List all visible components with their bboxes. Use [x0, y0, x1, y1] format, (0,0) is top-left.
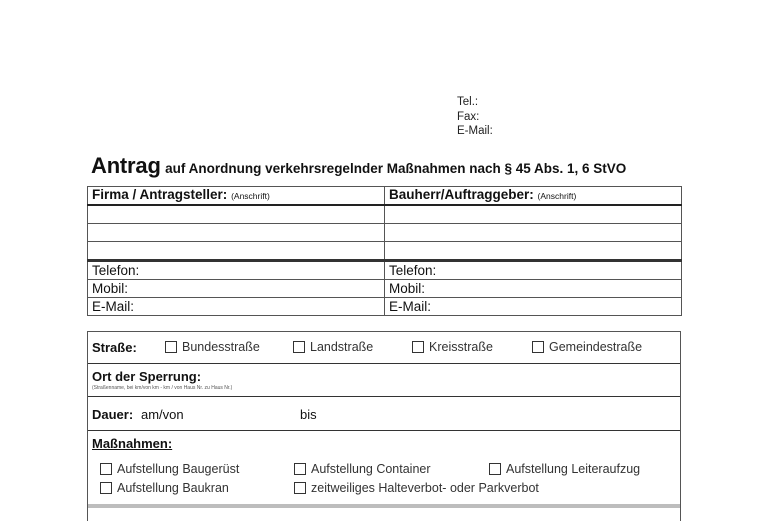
checkbox-label: Aufstellung Container — [311, 462, 431, 476]
checkbox-baukran[interactable] — [100, 481, 229, 495]
checkbox-label: Landstraße — [310, 340, 374, 354]
duration-from-label: am/von — [141, 407, 184, 422]
checkbox-icon[interactable] — [293, 341, 305, 353]
checkbox-container[interactable] — [294, 462, 431, 476]
checkbox-leiteraufzug[interactable] — [489, 462, 640, 476]
phone-label: Telefon: — [92, 262, 140, 278]
applicant-heading-note: (Anschrift) — [231, 191, 270, 201]
checkbox-baugeruest[interactable] — [100, 462, 239, 476]
details-box — [87, 331, 681, 521]
applicant-address-field[interactable] — [88, 242, 385, 261]
checkbox-icon[interactable] — [100, 463, 112, 475]
measures-row — [88, 430, 680, 502]
email-label: E-Mail: — [92, 298, 135, 314]
duration-label: Dauer: — [92, 407, 134, 422]
checkbox-label: Aufstellung Baukran — [117, 481, 229, 495]
checkbox-icon[interactable] — [532, 341, 544, 353]
location-row[interactable] — [88, 363, 680, 397]
client-address-field[interactable] — [385, 224, 682, 242]
road-type-row — [88, 332, 680, 364]
applicant-address-field[interactable] — [88, 224, 385, 242]
road-type-label: Straße: — [92, 340, 137, 355]
phone-label: Telefon: — [389, 262, 437, 278]
applicant-mobile-field[interactable] — [88, 280, 385, 298]
duration-to-label: bis — [300, 407, 317, 422]
contact-block — [457, 95, 493, 139]
client-mobile-field[interactable] — [385, 280, 682, 298]
client-heading — [385, 187, 682, 206]
client-address-field[interactable] — [385, 205, 682, 224]
client-heading-note: (Anschrift) — [537, 191, 577, 201]
checkbox-icon[interactable] — [412, 341, 424, 353]
mobile-label: Mobil: — [389, 280, 426, 296]
title-subtitle: auf Anordnung verkehrsregelnder Maßnahmen nach § 45 Abs. 1, 6 StVO — [165, 161, 627, 176]
checkbox-icon[interactable] — [489, 463, 501, 475]
title-main: Antrag — [91, 153, 161, 178]
client-heading-label: Bauherr/Auftraggeber: — [389, 187, 534, 202]
applicant-email-field[interactable] — [88, 298, 385, 316]
measures-label: Maßnahmen: — [92, 436, 173, 451]
applicant-heading — [88, 187, 385, 206]
client-email-field[interactable] — [385, 298, 682, 316]
applicant-address-field[interactable] — [88, 205, 385, 224]
checkbox-kreisstrasse[interactable] — [412, 340, 493, 354]
checkbox-label: Aufstellung Baugerüst — [117, 462, 240, 476]
checkbox-icon[interactable] — [100, 482, 112, 494]
tel-label: Tel.: — [457, 96, 479, 108]
applicant-phone-field[interactable] — [88, 261, 385, 280]
location-hint: (Straßenname, bei km/von km - km / von Haus Nr. zu Haus Nr.) — [92, 385, 233, 391]
checkbox-gemeindestrasse[interactable] — [532, 340, 642, 354]
client-address-field[interactable] — [385, 242, 682, 261]
form-title — [91, 153, 626, 179]
email-label: E-Mail: — [389, 298, 432, 314]
parties-table — [87, 186, 682, 316]
location-label: Ort der Sperrung: — [92, 369, 202, 384]
checkbox-icon[interactable] — [294, 463, 306, 475]
checkbox-label: zeitweiliges Halteverbot- oder Parkverbot — [311, 481, 539, 495]
checkbox-halteverbot[interactable] — [294, 481, 539, 495]
checkbox-label: Bundesstraße — [182, 340, 260, 354]
section-divider — [88, 504, 680, 508]
mobile-label: Mobil: — [92, 280, 129, 296]
checkbox-icon[interactable] — [165, 341, 177, 353]
duration-row — [88, 396, 680, 431]
checkbox-label: Aufstellung Leiteraufzug — [506, 462, 641, 476]
checkbox-icon[interactable] — [294, 482, 306, 494]
client-phone-field[interactable] — [385, 261, 682, 280]
checkbox-label: Gemeindestraße — [549, 340, 643, 354]
applicant-heading-label: Firma / Antragsteller: — [92, 187, 228, 202]
checkbox-label: Kreisstraße — [429, 340, 493, 354]
fax-label: Fax: — [457, 110, 480, 123]
email-label: E-Mail: — [457, 125, 493, 137]
checkbox-landstrasse[interactable] — [293, 340, 373, 354]
checkbox-bundesstrasse[interactable] — [165, 340, 260, 354]
